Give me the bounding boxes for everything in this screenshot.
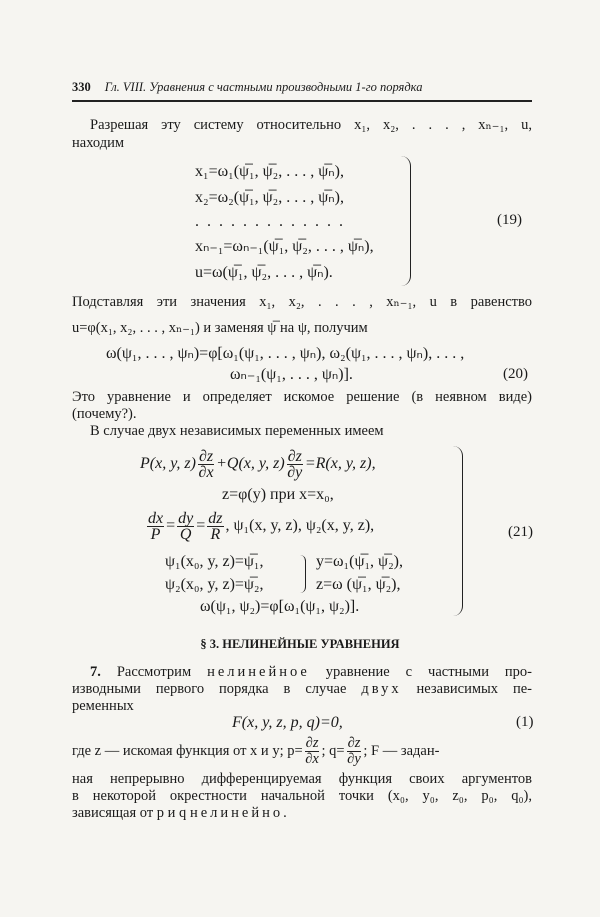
running-title: Гл. VIII. Уравнения с частными производными 1-го порядка [104, 80, 423, 94]
paragraph-line: Подставляя эти значения x₁, x₂, . . . , xₙ₋₁, u в равенство [72, 294, 532, 310]
paragraph-line: Разрешая эту систему относительно x₁, x₂, . . . , xₙ₋₁, u, [90, 117, 532, 133]
paragraph-line [90, 664, 532, 680]
equation-line: ψ₁(x₀, y, z)=ψ̅₁, [165, 553, 264, 570]
eq-part: P(x, y, z) [140, 455, 196, 472]
eq-part: , ψ₁(x, y, z), ψ₂(x, y, z), [225, 517, 375, 534]
equals: = [196, 517, 206, 534]
inner-brace [300, 555, 306, 593]
equation-line [145, 508, 374, 544]
eq-part: =R(x, y, z), [304, 455, 376, 472]
equation-line: z=ω (ψ̅₁, ψ̅₂), [316, 576, 401, 593]
numerator: ∂z [198, 447, 214, 465]
denominator: ∂x [198, 463, 214, 481]
equation-number: (19) [497, 212, 522, 228]
paragraph-line: ременных [72, 698, 134, 714]
text: ; q= [321, 743, 345, 759]
header-rule [72, 100, 532, 102]
text: где z — искомая функция от x и y; p= [72, 743, 303, 759]
paragraph-line: В случае двух независимых переменных имеем [90, 423, 384, 439]
equation-line: x₂=ω₂(ψ̅₁, ψ̅₂, . . . , ψ̅ₙ), [195, 189, 344, 206]
text: Рассмотрим [116, 664, 192, 680]
section-heading: § 3. НЕЛИНЕЙНЫЕ УРАВНЕНИЯ [200, 637, 400, 651]
spaced-emphasis: нелинейно. [189, 805, 290, 821]
running-header [72, 80, 532, 95]
fraction [287, 449, 303, 480]
paragraph-line: (почему?). [72, 406, 137, 422]
page-number: 330 [72, 80, 91, 94]
right-brace [400, 156, 411, 286]
numerator: ∂z [347, 735, 361, 752]
equation-line: xₙ₋₁=ωₙ₋₁(ψ̅₁, ψ̅₂, . . . , ψ̅ₙ), [195, 238, 374, 255]
equation-20-line: ω(ψ₁, . . . , ψₙ)=φ[ω₁(ψ₁, . . . , ψₙ), ω₂(ψ₁, . . . , ψₙ), . . . , [106, 345, 465, 362]
paragraph-line: в некоторой окрестности начальной точки (x₀, y₀, z₀, p₀, q₀), [72, 788, 532, 804]
paragraph-line: u=φ(x₁, x₂, . . . , xₙ₋₁) и заменяя ψ̅ на ψ, получим [72, 320, 368, 336]
paragraph-line [72, 733, 439, 769]
text: независимых пе- [416, 681, 532, 697]
equation-line: ω(ψ₁, ψ₂)=φ[ω₁(ψ₁, ψ₂)]. [200, 598, 360, 615]
numerator: ∂z [305, 735, 319, 752]
denominator: R [210, 525, 221, 543]
denominator: ∂y [347, 751, 361, 768]
text: зависящая от p и q [72, 805, 187, 821]
text: ; F — задан- [363, 743, 440, 759]
denominator: ∂y [287, 463, 303, 481]
paragraph-line [72, 681, 532, 697]
equation-line: z=φ(y) при x=x₀, [222, 486, 334, 503]
equation-line: ψ₂(x₀, y, z)=ψ̅₂, [165, 576, 264, 593]
item-number: 7. [90, 664, 101, 680]
paragraph-line: находим [72, 135, 125, 151]
spaced-emphasis: нелинейное [207, 664, 310, 680]
eq-part: +Q(x, y, z) [216, 455, 285, 472]
fraction [347, 736, 362, 767]
paragraph-line: ная непрерывно дифференцируемая функция своих аргументов [72, 771, 532, 787]
fraction [305, 736, 320, 767]
numerator: ∂z [287, 447, 302, 465]
equals: = [166, 517, 176, 534]
fraction [198, 449, 214, 480]
text: уравнение с частными про- [325, 664, 532, 680]
numerator: dx [148, 509, 164, 527]
fraction [147, 511, 164, 542]
equation-number: (20) [503, 366, 528, 382]
equation-line: u=ω(ψ̅₁, ψ̅₂, . . . , ψ̅ₙ). [195, 264, 333, 281]
equation-line: x₁=ω₁(ψ̅₁, ψ̅₂, . . . , ψ̅ₙ), [195, 163, 344, 180]
paragraph-line: Это уравнение и определяет искомое решение (в неявном виде) [72, 389, 532, 405]
numerator: dy [178, 509, 194, 527]
denominator: Q [179, 525, 192, 543]
equation-number: (21) [508, 524, 533, 540]
fraction [207, 511, 223, 542]
text: изводными первого порядка в случае [72, 681, 347, 697]
numerator: dz [208, 509, 223, 527]
fraction [177, 511, 194, 542]
denominator: ∂x [305, 751, 319, 768]
paragraph-line [72, 805, 290, 821]
denominator: P [150, 525, 161, 543]
equation-1: F(x, y, z, p, q)=0, [232, 714, 343, 731]
equation-number: (1) [516, 714, 534, 730]
equation-20-line: ωₙ₋₁(ψ₁, . . . , ψₙ)]. [230, 366, 353, 383]
equation-line [140, 446, 376, 482]
right-brace [452, 446, 463, 616]
equation-line: . . . . . . . . . . . . . [195, 213, 345, 230]
equation-line: y=ω₁(ψ̅₁, ψ̅₂), [316, 553, 403, 570]
spaced-emphasis: двух [361, 681, 402, 697]
